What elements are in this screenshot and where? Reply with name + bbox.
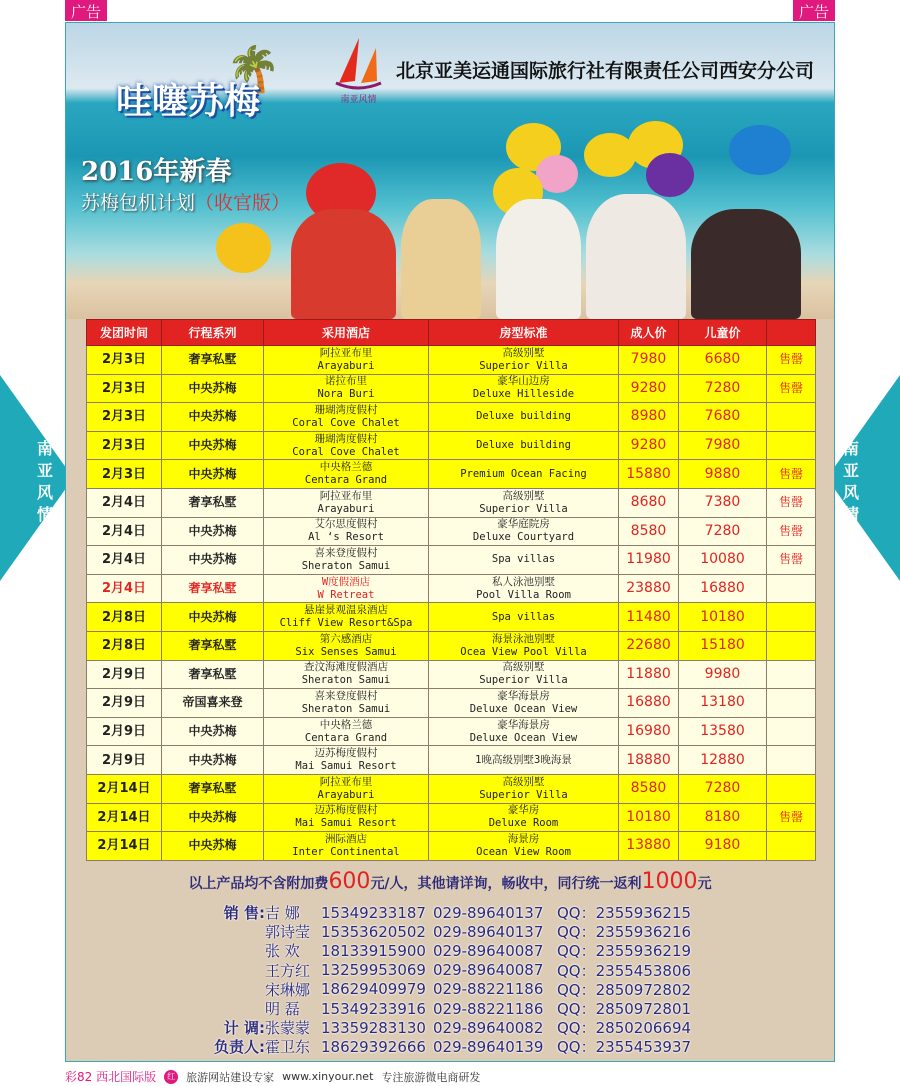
contact-row	[201, 922, 707, 941]
footer: 彩82 西北国际版 红 旅游网站建设专家 www.xinyour.net 专注旅游微电商研发	[65, 1070, 481, 1084]
child-price: 6680	[679, 346, 767, 375]
contact-name: 霍卫东	[265, 1038, 311, 1057]
departure-date: 2月3日	[87, 374, 162, 403]
adult-price: 11880	[619, 660, 679, 689]
company-name: 北京亚美运通国际旅行社有限责任公司西安分公司	[396, 60, 815, 82]
side-text-right: 南亚风情	[843, 439, 860, 524]
child-price: 16880	[679, 574, 767, 603]
adult-price: 11980	[619, 546, 679, 575]
departure-date: 2月4日	[87, 517, 162, 546]
edition-label: （收官版）	[195, 192, 291, 214]
subheadline: 苏梅包机计划（收官版）	[81, 192, 291, 214]
child-price: 7380	[679, 488, 767, 517]
sold-out-status	[767, 631, 816, 660]
qq: QQ：2355936219	[557, 942, 692, 961]
departure-date: 2月3日	[87, 431, 162, 460]
series: 中央苏梅	[162, 832, 264, 861]
child-price: 7980	[679, 431, 767, 460]
sold-out-status	[767, 403, 816, 432]
departure-date: 2月3日	[87, 403, 162, 432]
room-type: 海景泳池别墅 Ocea View Pool Villa	[429, 631, 619, 660]
table-row	[87, 488, 816, 517]
series: 中央苏梅	[162, 431, 264, 460]
room-type: Deluxe building	[429, 403, 619, 432]
table-row	[87, 574, 816, 603]
phone: 029-89640137	[433, 903, 544, 922]
qq: QQ：2355936215	[557, 904, 692, 923]
adult-price: 8680	[619, 488, 679, 517]
mobile: 18629409979	[321, 980, 426, 999]
series: 帝国喜来登	[162, 689, 264, 718]
sold-out-status: 售罄	[767, 460, 816, 489]
qq: QQ：2850972802	[557, 980, 692, 999]
ad-label-right: 广告	[793, 0, 835, 21]
room-type: 豪华山边房 Deluxe Hilleside	[429, 374, 619, 403]
sold-out-status	[767, 603, 816, 632]
contact-name: 张蒙蒙	[265, 1019, 311, 1038]
room-type: Premium Ocean Facing	[429, 460, 619, 489]
room-type: 高级别墅 Superior Villa	[429, 774, 619, 803]
hotel: 喜来登度假村 Sheraton Samui	[264, 689, 429, 718]
child-price: 13180	[679, 689, 767, 718]
room-type: Deluxe building	[429, 431, 619, 460]
column-header: 成人价	[619, 320, 679, 346]
series: 奢享私墅	[162, 346, 264, 375]
beach-hero-image	[66, 23, 834, 319]
hotel: 迈苏梅度假村 Mai Samui Resort	[264, 746, 429, 775]
child-price: 12880	[679, 746, 767, 775]
table-row	[87, 403, 816, 432]
departure-date: 2月9日	[87, 717, 162, 746]
qq: QQ：2355453937	[557, 1038, 692, 1057]
sold-out-status: 售罄	[767, 546, 816, 575]
series: 中央苏梅	[162, 603, 264, 632]
room-type: 高级别墅 Superior Villa	[429, 488, 619, 517]
departure-date: 2月14日	[87, 774, 162, 803]
qq: QQ：2355453806	[557, 961, 692, 980]
child-price: 10180	[679, 603, 767, 632]
table-row	[87, 774, 816, 803]
adult-price: 22680	[619, 631, 679, 660]
sold-out-status	[767, 689, 816, 718]
contact-name: 王方红	[265, 961, 311, 980]
child-price: 15180	[679, 631, 767, 660]
child-price: 9880	[679, 460, 767, 489]
qq: QQ：2850206694	[557, 1019, 692, 1038]
departure-date: 2月4日	[87, 546, 162, 575]
departure-date: 2月4日	[87, 488, 162, 517]
hotel: 查汶海滩度假酒店 Sheraton Samui	[264, 660, 429, 689]
table-row	[87, 717, 816, 746]
hotel: W度假酒店 W Retreat	[264, 574, 429, 603]
phone: 029-88221186	[433, 999, 544, 1018]
phone: 029-89640139	[433, 1037, 544, 1056]
series: 奢享私墅	[162, 631, 264, 660]
table-row	[87, 603, 816, 632]
sold-out-status	[767, 717, 816, 746]
table-row	[87, 546, 816, 575]
series: 奢享私墅	[162, 660, 264, 689]
contact-row: 销 售: 吉 娜 15349233187 029-89640137 QQ：2355936215	[201, 903, 707, 922]
departure-date: 2月8日	[87, 631, 162, 660]
contact-row: 负责人: 霍卫东 18629392666 029-89640139 QQ：2355453937	[201, 1037, 707, 1056]
contact-row	[201, 961, 707, 980]
room-type: 高级别墅 Superior Villa	[429, 346, 619, 375]
hotel: 中央格兰德 Centara Grand	[264, 717, 429, 746]
sold-out-status: 售罄	[767, 803, 816, 832]
badge-icon: 红	[164, 1070, 178, 1084]
series: 中央苏梅	[162, 803, 264, 832]
child-price: 7280	[679, 374, 767, 403]
column-header: 儿童价	[679, 320, 767, 346]
table-row	[87, 631, 816, 660]
sold-out-status	[767, 832, 816, 861]
hotel: 中央格兰德 Centara Grand	[264, 460, 429, 489]
departure-date: 2月14日	[87, 803, 162, 832]
child-price: 10080	[679, 546, 767, 575]
fee-note: 以上产品均不含附加费600元/人，其他请详询，畅收中，同行统一返利1000元	[188, 869, 712, 894]
adult-price: 8980	[619, 403, 679, 432]
price-table	[86, 319, 816, 861]
mobile: 13359283130	[321, 1018, 426, 1037]
departure-date: 2月8日	[87, 603, 162, 632]
series: 中央苏梅	[162, 374, 264, 403]
table-row	[87, 832, 816, 861]
series: 中央苏梅	[162, 460, 264, 489]
hotel: 珊瑚湾度假村 Coral Cove Chalet	[264, 403, 429, 432]
mobile: 15349233916	[321, 999, 426, 1018]
adult-price: 15880	[619, 460, 679, 489]
side-text-left: 南亚风情	[37, 439, 54, 524]
adult-price: 16880	[619, 689, 679, 718]
mobile: 15349233187	[321, 903, 426, 922]
child-price: 7680	[679, 403, 767, 432]
adult-price: 8580	[619, 517, 679, 546]
phone: 029-88221186	[433, 980, 544, 999]
advertisement	[65, 22, 835, 1062]
phone: 029-89640087	[433, 941, 544, 960]
room-type: 豪华海景房 Deluxe Ocean View	[429, 689, 619, 718]
series: 中央苏梅	[162, 717, 264, 746]
headline: 2016年新春	[81, 157, 232, 187]
sold-out-status: 售罄	[767, 346, 816, 375]
child-price: 9980	[679, 660, 767, 689]
adult-price: 23880	[619, 574, 679, 603]
hotel: 阿拉亚布里 Arayaburi	[264, 488, 429, 517]
hotel: 珊瑚湾度假村 Coral Cove Chalet	[264, 431, 429, 460]
hotel: 阿拉亚布里 Arayaburi	[264, 774, 429, 803]
table-row	[87, 431, 816, 460]
contact-name: 张 欢	[265, 942, 300, 961]
sold-out-status	[767, 746, 816, 775]
table-row	[87, 346, 816, 375]
contact-name: 明 磊	[265, 1000, 300, 1019]
sold-out-status: 售罄	[767, 488, 816, 517]
departure-date: 2月9日	[87, 689, 162, 718]
sold-out-status	[767, 574, 816, 603]
website-link[interactable]: www.xinyour.net	[282, 1070, 374, 1083]
child-price: 7280	[679, 774, 767, 803]
hotel: 喜来登度假村 Sheraton Samui	[264, 546, 429, 575]
qq: QQ：2850972801	[557, 1000, 692, 1019]
departure-date: 2月3日	[87, 460, 162, 489]
column-header: 采用酒店	[264, 320, 429, 346]
departure-date: 2月9日	[87, 660, 162, 689]
column-header: 房型标准	[429, 320, 619, 346]
phone: 029-89640082	[433, 1018, 544, 1037]
room-type: 豪华海景房 Deluxe Ocean View	[429, 717, 619, 746]
table-row	[87, 660, 816, 689]
sold-out-status: 售罄	[767, 517, 816, 546]
contact-name: 吉 娜	[265, 904, 300, 923]
mobile: 13259953069	[321, 961, 426, 980]
hotel: 诺拉布里 Nora Buri	[264, 374, 429, 403]
series: 奢享私墅	[162, 774, 264, 803]
departure-date: 2月4日	[87, 574, 162, 603]
hotel: 迈苏梅度假村 Mai Samui Resort	[264, 803, 429, 832]
contact-list	[201, 903, 707, 1057]
departure-date: 2月3日	[87, 346, 162, 375]
contact-row	[201, 999, 707, 1018]
column-header	[767, 320, 816, 346]
contact-name: 宋琳娜	[265, 980, 311, 999]
departure-date: 2月14日	[87, 832, 162, 861]
room-type: 豪华房 Deluxe Room	[429, 803, 619, 832]
child-price: 9180	[679, 832, 767, 861]
departure-date: 2月9日	[87, 746, 162, 775]
series: 中央苏梅	[162, 546, 264, 575]
table-row	[87, 803, 816, 832]
series: 中央苏梅	[162, 517, 264, 546]
sold-out-status	[767, 431, 816, 460]
mobile: 15353620502	[321, 922, 426, 941]
wasamui-logo: 🌴 哇噻苏梅	[116, 44, 281, 122]
room-type: 豪华庭院房 Deluxe Courtyard	[429, 517, 619, 546]
child-price: 7280	[679, 517, 767, 546]
sold-out-status	[767, 774, 816, 803]
room-type: 1晚高级别墅3晚海景	[429, 746, 619, 775]
phone: 029-89640137	[433, 922, 544, 941]
palm-tree-icon: 🌴	[226, 44, 281, 95]
room-type: 私人泳池别墅 Pool Villa Room	[429, 574, 619, 603]
phone: 029-89640087	[433, 961, 544, 980]
hotel: 第六感酒店 Six Senses Samui	[264, 631, 429, 660]
contact-row: 计 调: 张蒙蒙 13359283130 029-89640082 QQ：2850206694	[201, 1018, 707, 1037]
adult-price: 18880	[619, 746, 679, 775]
table-row	[87, 746, 816, 775]
adult-price: 7980	[619, 346, 679, 375]
series: 中央苏梅	[162, 746, 264, 775]
child-price: 8180	[679, 803, 767, 832]
series: 中央苏梅	[162, 403, 264, 432]
hotel: 悬崖景观温泉酒店 Cliff View Resort&Spa	[264, 603, 429, 632]
adult-price: 9280	[619, 374, 679, 403]
adult-price: 16980	[619, 717, 679, 746]
mobile: 18629392666	[321, 1037, 426, 1056]
adult-price: 11480	[619, 603, 679, 632]
contact-row	[201, 980, 707, 999]
child-price: 13580	[679, 717, 767, 746]
hotel: 艾尔思度假村 Al ‘s Resort	[264, 517, 429, 546]
adult-price: 13880	[619, 832, 679, 861]
table-row	[87, 374, 816, 403]
table-row	[87, 689, 816, 718]
room-type: Spa villas	[429, 546, 619, 575]
room-type: 海景房 Ocean View Room	[429, 832, 619, 861]
contact-name: 郭诗莹	[265, 923, 311, 942]
mobile: 18133915900	[321, 941, 426, 960]
room-type: Spa villas	[429, 603, 619, 632]
series: 奢享私墅	[162, 574, 264, 603]
contact-row	[201, 941, 707, 960]
qq: QQ：2355936216	[557, 923, 692, 942]
series: 奢享私墅	[162, 488, 264, 517]
column-header: 行程系列	[162, 320, 264, 346]
hotel: 阿拉亚布里 Arayaburi	[264, 346, 429, 375]
adult-price: 8580	[619, 774, 679, 803]
room-type: 高级别墅 Superior Villa	[429, 660, 619, 689]
table-row	[87, 460, 816, 489]
adult-price: 9280	[619, 431, 679, 460]
hotel: 洲际酒店 Inter Continental	[264, 832, 429, 861]
table-row	[87, 517, 816, 546]
brand-sail-logo: 南亚风情	[331, 33, 386, 105]
ad-label-left: 广告	[65, 0, 107, 21]
adult-price: 10180	[619, 803, 679, 832]
sold-out-status	[767, 660, 816, 689]
sold-out-status: 售罄	[767, 374, 816, 403]
column-header: 发团时间	[87, 320, 162, 346]
